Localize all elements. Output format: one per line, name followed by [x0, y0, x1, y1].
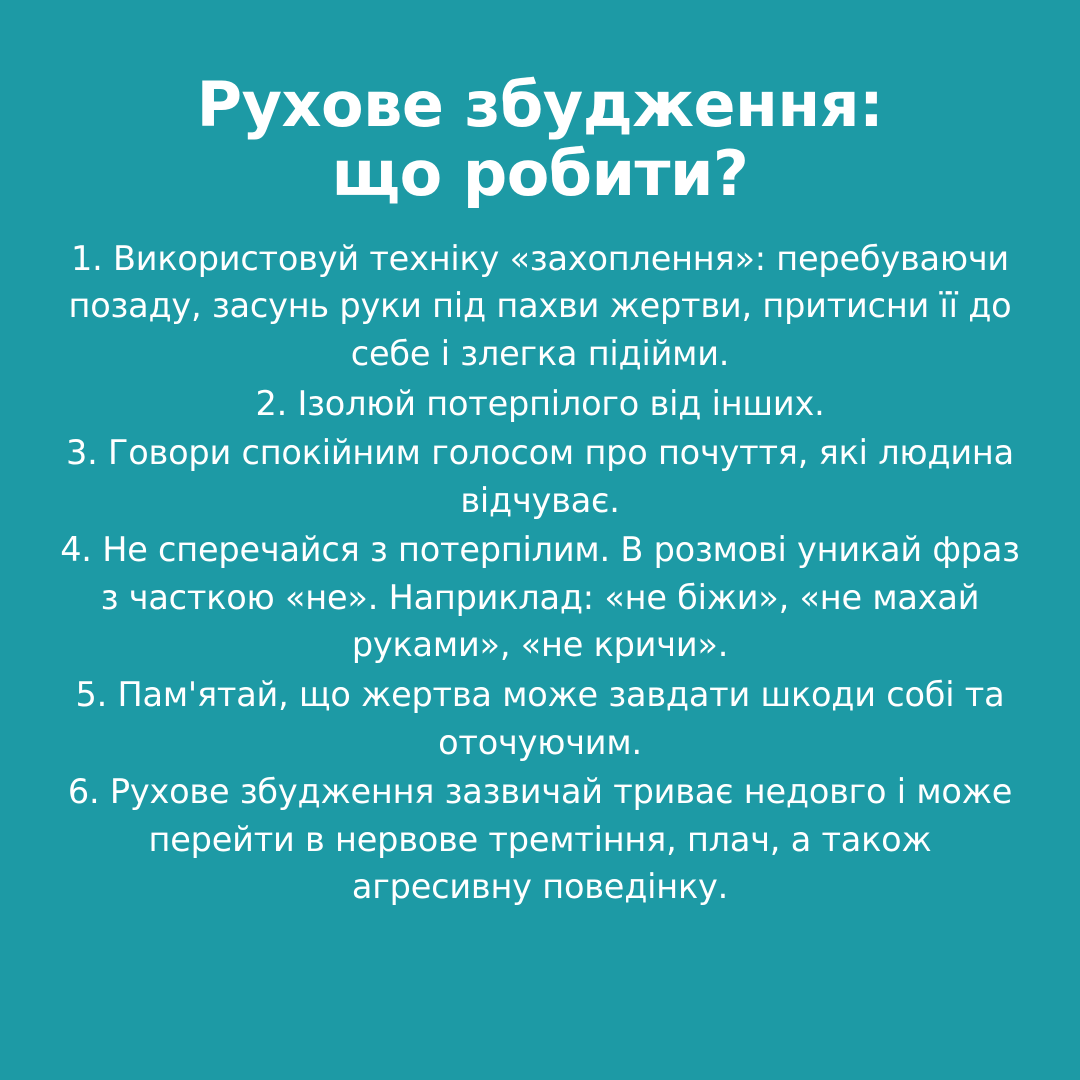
page-title-line-2: що робити? [331, 137, 749, 211]
list-item: 3. Говори спокійним голосом про почуття, які людина відчуває. [66, 433, 1014, 520]
instruction-list [60, 235, 1020, 913]
page-title [197, 70, 884, 209]
list-item: 6. Рухове збудження зазвичай триває недовго і може перейти в нервове тремтіння, плач, а також агресивну поведінку. [67, 772, 1013, 907]
list-item: 4. Не сперечайся з потерпілим. В розмові уникай фраз з часткою «не». Наприклад: «не біжи», «не махай руками», «не кричи». [60, 530, 1020, 665]
list-item: 1. Використовуй техніку «захоплення»: перебуваючи позаду, засунь руки під пахви жертви, притисни її до себе і злегка підійми. [68, 238, 1012, 373]
list-item: 2. Ізолюй потерпілого від інших. [255, 383, 825, 423]
list-item: 5. Пам'ятай, що жертва може завдати шкоди собі та оточуючим. [75, 674, 1005, 762]
page-title-line-1: Рухове збудження: [196, 68, 884, 141]
